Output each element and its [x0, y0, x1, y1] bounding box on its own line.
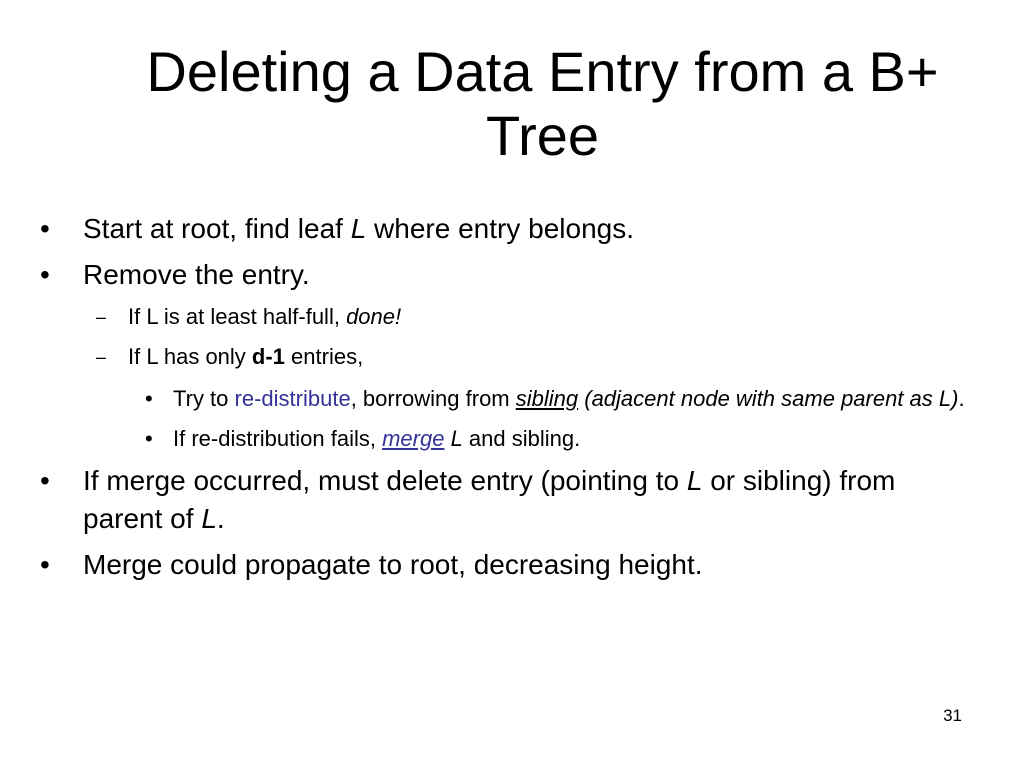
bullet-text: If merge occurred, must delete entry (pointing to [83, 465, 687, 496]
bullet-text: Merge could propagate to root, decreasing height. [83, 549, 703, 580]
bullet-dot: • [40, 259, 50, 290]
subbullet-text: entries, [284, 344, 364, 369]
leaf-variable: L [201, 503, 217, 534]
subsubbullet-text: Try to [173, 386, 235, 411]
bullet-dot: • [40, 465, 50, 496]
subbullet-d-minus-one [40, 342, 980, 372]
bullet-find-leaf [40, 210, 980, 248]
bullet-text: where entry belongs. [366, 213, 634, 244]
sibling-term: sibling [515, 386, 579, 411]
subsubbullet-text: and sibling. [462, 426, 581, 451]
bullet-propagate [40, 546, 980, 584]
bullet-dot: • [40, 213, 50, 244]
subbullet-text: If L has only [128, 344, 252, 369]
bullet-dot: • [40, 549, 50, 580]
sibling-definition: (adjacent node with same parent as L) [584, 386, 959, 411]
d-minus-one-text: d-1 [251, 344, 285, 369]
merge-link[interactable]: merge [382, 426, 445, 451]
bullet-text: . [216, 503, 225, 534]
done-text: done! [346, 304, 402, 329]
subbullet-half-full [40, 302, 980, 332]
leaf-variable: L [350, 213, 367, 244]
subsubbullet-text: If re-distribution fails, [173, 426, 383, 451]
slide-number: 31 [943, 706, 962, 725]
bullet-dot: • [145, 426, 153, 451]
redistribute-link[interactable]: re-distribute [234, 386, 351, 411]
subsubbullet-redistribute [40, 382, 980, 416]
bullet-text: Start at root, find leaf [83, 213, 351, 244]
slide-body [40, 210, 980, 592]
slide-title: Deleting a Data Entry from a B+ Tree [146, 40, 939, 167]
bullet-delete-from-parent [40, 462, 980, 538]
leaf-variable: L [686, 465, 703, 496]
subsubbullet-text: , borrowing from [350, 386, 516, 411]
subsubbullet-merge [40, 422, 980, 456]
subbullet-text: If L is at least half-full, [128, 304, 347, 329]
bullet-dot: • [145, 386, 153, 411]
bullet-text: or sibling) from parent of [83, 465, 896, 534]
bullet-text: Remove the entry. [83, 259, 310, 290]
dash-marker: – [96, 307, 107, 327]
leaf-variable: L [450, 426, 463, 451]
subsubbullet-text: . [958, 386, 965, 411]
bullet-remove-entry [40, 256, 980, 294]
dash-marker: – [96, 347, 107, 367]
